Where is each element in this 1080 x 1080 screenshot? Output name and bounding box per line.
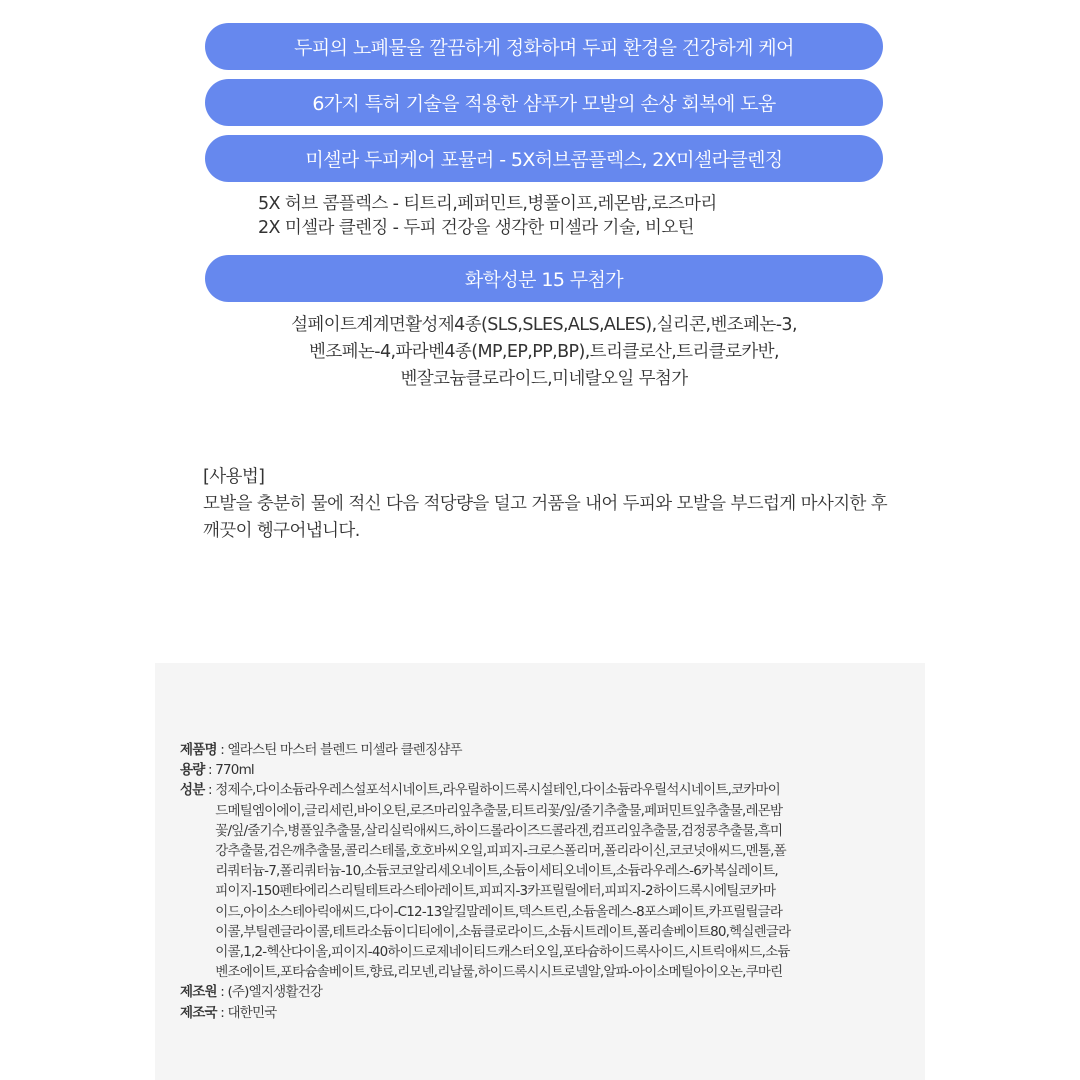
- highlight-pill: [205, 135, 883, 182]
- product-name-value: 엘라스틴 마스터 블렌드 미셀라 클렌징샴푸: [227, 742, 462, 758]
- ingredients-line: 리쿼터늄-7,폴리쿼터늄-10,소듐코코알리세오네이트,소듐이세티오네이트,소듐라우레스-6카복실레이트,: [215, 863, 778, 880]
- product-info-rows: [180, 740, 920, 1023]
- maker-value: (주)엘지생활건강: [227, 984, 323, 1001]
- free-from-line: 벤조페논-4,파라벤4종(MP,EP,PP,BP),트리클로산,트리클로카반,: [309, 342, 779, 362]
- free-from-title: 화학성분 15 무첨가: [464, 269, 624, 291]
- formula-line: 5X 허브 콤플렉스 - 티트리,페퍼민트,병풀이프,레몬밤,로즈마리: [258, 194, 717, 214]
- country-label: 제조국: [180, 1004, 217, 1021]
- ingredients-line: 피이지-150펜타에리스리틸테트라스테아레이트,피피지-3카프릴릴에터,피피지-2하이드록시에틸코카마: [215, 883, 776, 900]
- usage-section: [203, 464, 887, 545]
- highlight-text: 두피의 노폐물을 깔끔하게 정화하며 두피 환경을 건강하게 케어: [294, 37, 794, 59]
- volume-row: 용량 : 770ml: [180, 760, 920, 780]
- formula-line: 2X 미셀라 클렌징 - 두피 건강을 생각한 미셀라 기술, 비오틴: [258, 218, 694, 238]
- ingredients-line: 이드,아이소스테아릭애씨드,다이-C12-13알킬말레이트,덱스트린,소듐올레스-8포스페이트,카프릴릴글라: [215, 903, 783, 920]
- volume-value: 770ml: [215, 762, 254, 779]
- highlight-text: 6가지 특허 기술을 적용한 샴푸가 모발의 손상 회복에 도움: [312, 93, 776, 115]
- ingredients-line: 강추출물,검은깨추출물,콜리스테롤,호호바씨오일,피피지-크로스폴리머,폴리라이신,코코넛애씨드,멘톨,폴: [215, 843, 786, 860]
- volume-label: 용량: [180, 762, 205, 779]
- ingredients-line: 벤조에이트,포타슘솔베이트,향료,리모넨,리날룰,하이드록시시트로넬알,알파-아이소메틸아이오논,쿠마린: [215, 964, 783, 981]
- ingredients-line: 드메틸엠이에이,글리세린,바이오틴,로즈마리잎추출물,티트리꽃/잎/줄기추출물,페퍼민트잎추출물,레몬밤: [215, 802, 783, 819]
- usage-line: 모발을 충분히 물에 적신 다음 적당량을 덜고 거품을 내어 두피와 모발을 부드럽게 마사지한 후: [203, 494, 888, 514]
- country-value: 대한민국: [227, 1004, 277, 1021]
- ingredients-line: 이콜,1,2-헥산다이올,피이지-40하이드로제네이티드캐스터오일,포타슘하이드록사이드,시트릭애씨드,소듐: [215, 944, 790, 961]
- ingredients-line: 꽃/잎/줄기수,병풀잎추출물,살리실릭애씨드,하이드롤라이즈드콜라겐,컴프리잎추출물,검정콩추출물,흑미: [215, 822, 783, 839]
- product-name-row: 제품명 : 엘라스틴 마스터 블렌드 미셀라 클렌징샴푸: [180, 740, 920, 760]
- product-info-box: [155, 663, 925, 1080]
- ingredients-label: 성분: [180, 782, 205, 799]
- free-from-line: 벤잘코늄클로라이드,미네랄오일 무첨가: [400, 369, 688, 389]
- country-row: 제조국 : 대한민국: [180, 1003, 920, 1023]
- free-from-pill: [205, 255, 883, 302]
- product-name-label: 제품명: [180, 742, 217, 758]
- usage-title: [사용법]: [203, 467, 265, 487]
- highlight-pill: [205, 79, 883, 126]
- ingredients-row: 성분 : 정제수,다이소듐라우레스설포석시네이트,라우릴하이드록시설테인,다이소듐라우릴석시네이트,코카마이 드메틸엠이에이,글리세린,바이오틴,로즈마리잎추출물,티트리꽃/잎/줄기추출물,페퍼민트잎추출물,레몬밤 꽃/잎/줄기수,병풀잎추출물,살리실릭애씨드,하이드롤라이즈드콜라겐,컴프리잎추출물,검정콩추출물,흑미 강추출물,검은깨추출물,콜리스테롤,호호바씨오일,피피지-크로스폴리머,폴리라이신,코코넛애씨드,멘톨,폴 리쿼터늄-7,폴리쿼터늄-10,소듐코코알리세오네이트,소듐이세티오네이트,소듐라우레스-6카복실레이트, 피이지-150펜타에리스리틸테트라스테아레이트,피피지-3카프릴릴에터,피피지-2하이드록시에틸코카마 이드,아이소스테아릭애씨드,다이-C12-13알킬말레이트,덱스트린,소듐올레스-8포스페이트,카프릴릴글라 이콜,부틸렌글라이콜,테트라소듐이디티에이,소듐클로라이드,소듐시트레이트,폴리솔베이트80,헥실렌글라 이콜,1,2-헥산다이올,피이지-40하이드로제네이티드캐스터오일,포타슘하이드록사이드,시트릭애씨드,소듐 벤조에이트,포타슘솔베이트,향료,리모넨,리날룰,하이드록시시트로넬알,알파-아이소메틸아이오논,쿠마린: [180, 780, 920, 982]
- free-from-line: 설페이트계계면활성제4종(SLS,SLES,ALS,ALES),실리콘,벤조페논-3,: [291, 315, 797, 335]
- ingredients-value: [215, 780, 920, 982]
- formula-detail: [258, 192, 717, 240]
- ingredients-line: 이콜,부틸렌글라이콜,테트라소듐이디티에이,소듐클로라이드,소듐시트레이트,폴리솔베이트80,헥실렌글라: [215, 923, 791, 940]
- maker-label: 제조원: [180, 984, 217, 1001]
- usage-line: 깨끗이 헹구어냅니다.: [203, 521, 360, 541]
- highlight-text: 미셀라 두피케어 포뮬러 - 5X허브콤플렉스, 2X미셀라클렌징: [305, 149, 783, 171]
- ingredients-line: 정제수,다이소듐라우레스설포석시네이트,라우릴하이드록시설테인,다이소듐라우릴석시네이트,코카마이: [215, 782, 781, 799]
- highlight-pill: [205, 23, 883, 70]
- maker-row: 제조원 : (주)엘지생활건강: [180, 982, 920, 1002]
- free-from-list: [205, 312, 883, 393]
